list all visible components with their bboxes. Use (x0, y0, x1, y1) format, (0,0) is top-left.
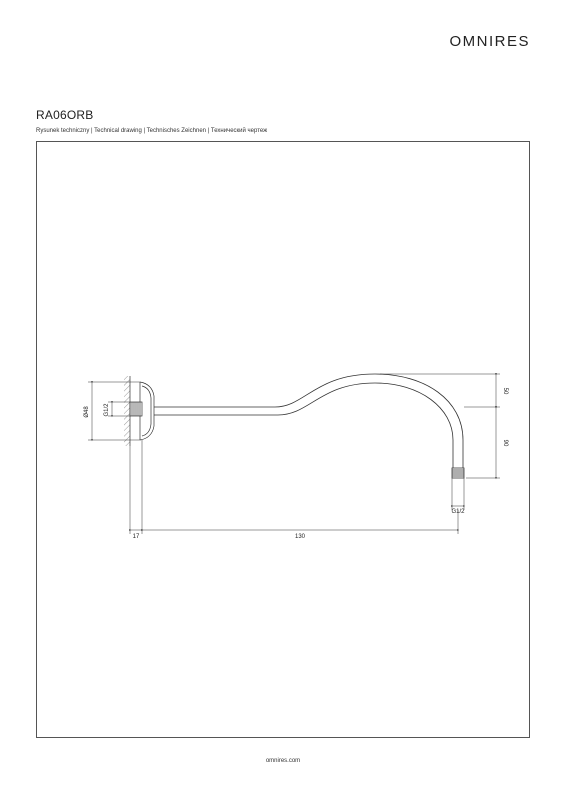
wall-flange (130, 382, 154, 440)
dim-wall-thread: G1/2 (104, 403, 110, 417)
dim-top-height: 50 (502, 387, 508, 395)
wall-hatch (124, 376, 130, 446)
brand-logo: OMNIRES (449, 33, 530, 50)
dim-arm-length: 130 (294, 534, 306, 540)
dim-drop-height: 90 (502, 439, 508, 447)
drawing-subtitle: Rysunek techniczny | Technical drawing | Technisches Zeichnen | Технический чертеж (36, 128, 268, 134)
product-code: RA06ORB (36, 108, 94, 122)
footer-website: omnires.com (265, 758, 301, 764)
shower-arm (154, 374, 464, 478)
dim-wall-depth: 17 (132, 534, 140, 540)
dimensions (88, 374, 500, 534)
dim-flange-diameter: Ø48 (84, 406, 90, 418)
dim-outlet-thread: G1/2 (451, 509, 465, 515)
